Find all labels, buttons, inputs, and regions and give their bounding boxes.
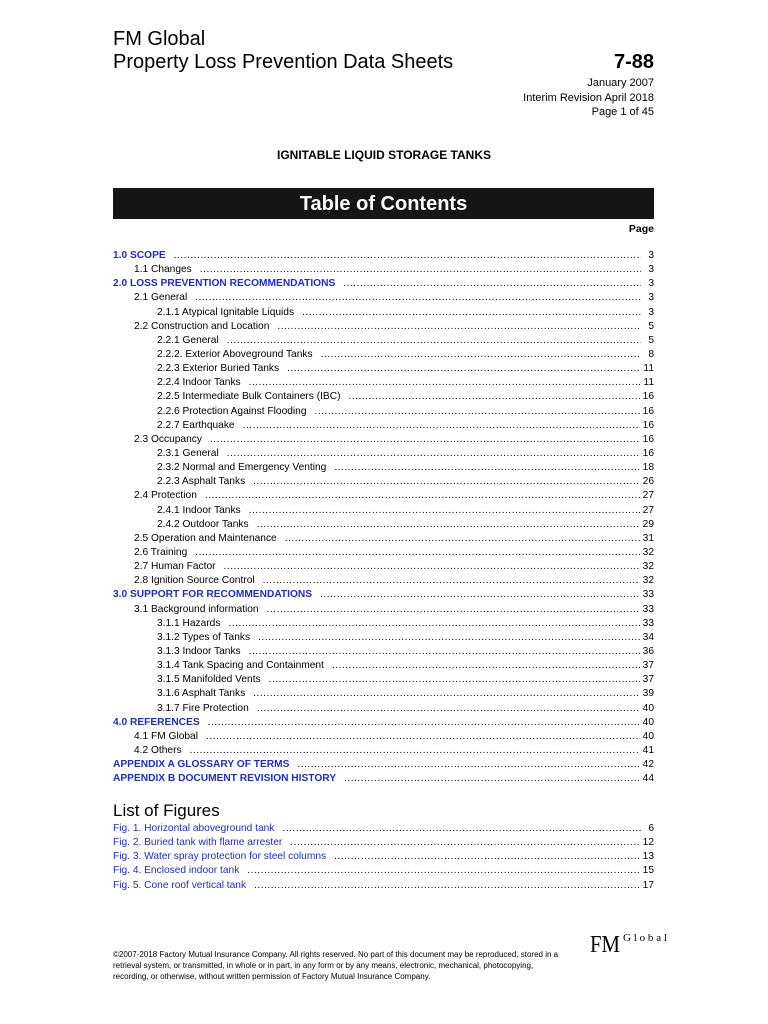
toc-entry-label[interactable]: 2.2.3 Exterior Buried Tanks <box>157 363 280 375</box>
toc-entry-page: 31 <box>642 532 654 544</box>
dot-leader <box>321 348 641 362</box>
dot-leader <box>227 447 640 461</box>
toc-entry-label[interactable]: 2.2.4 Indoor Tanks <box>157 377 241 389</box>
dot-leader <box>334 850 640 864</box>
dot-leader <box>208 716 640 730</box>
toc-entry-label[interactable]: 2.6 Training <box>134 546 188 558</box>
toc-entry-page: 42 <box>642 759 654 771</box>
toc-entry-label[interactable]: 4.2 Others <box>134 744 182 756</box>
dot-leader <box>174 249 641 263</box>
toc-entry-label[interactable]: APPENDIX A GLOSSARY OF TERMS <box>113 759 290 771</box>
dot-leader <box>315 405 640 419</box>
dot-leader <box>297 758 639 772</box>
toc-entry-page: 33 <box>642 589 654 601</box>
dot-leader <box>285 532 640 546</box>
toc-entry-label[interactable]: 2.2.7 Earthquake <box>157 419 235 431</box>
toc-entry[interactable] <box>113 588 654 602</box>
toc-entry-label[interactable]: 2.4.2 Outdoor Tanks <box>157 518 249 530</box>
toc-entry-label[interactable]: 2.8 Ignition Source Control <box>134 575 255 587</box>
series-title: Property Loss Prevention Data Sheets <box>113 51 454 73</box>
dot-leader <box>254 879 640 893</box>
toc-entry[interactable] <box>113 306 654 320</box>
dot-leader <box>263 574 640 588</box>
toc-entry-page: 16 <box>642 405 654 417</box>
toc-entry-page: 11 <box>643 363 654 375</box>
toc-entry[interactable] <box>113 518 654 532</box>
toc-entry[interactable] <box>113 390 654 404</box>
toc-entry[interactable] <box>113 504 654 518</box>
toc-entry-page: 16 <box>642 433 654 445</box>
toc-entry-page: 39 <box>642 688 654 700</box>
toc-entry-page: 26 <box>642 476 654 488</box>
toc-entry-page: 8 <box>648 348 654 360</box>
toc-entry-label[interactable]: 2.0 LOSS PREVENTION RECOMMENDATIONS <box>113 278 336 290</box>
toc-entry-page: 16 <box>642 391 654 403</box>
toc-entry-page: 44 <box>642 773 654 785</box>
toc-entry-label[interactable]: 2.4.1 Indoor Tanks <box>157 504 241 516</box>
dot-leader <box>249 645 640 659</box>
dot-leader <box>269 673 640 687</box>
toc-entry-label[interactable]: 3.1 Background information <box>134 603 259 615</box>
dot-leader <box>257 702 640 716</box>
dot-leader <box>247 864 639 878</box>
dot-leader <box>332 659 640 673</box>
toc-entry-label[interactable]: 3.1.2 Types of Tanks <box>157 631 251 643</box>
dot-leader <box>190 744 640 758</box>
dot-leader <box>290 836 639 850</box>
toc-entry-page: 5 <box>648 334 654 346</box>
dot-leader <box>267 603 640 617</box>
dot-leader <box>200 263 641 277</box>
toc-entry[interactable] <box>113 744 654 758</box>
toc-entry-label[interactable]: 2.1.1 Atypical Ignitable Liquids <box>157 306 295 318</box>
toc-entry-label[interactable]: 3.1.1 Hazards <box>157 617 221 629</box>
toc-entry-page: 16 <box>642 447 654 459</box>
toc-entry[interactable] <box>113 419 654 433</box>
toc-entry-label[interactable]: 2.2.6 Protection Against Flooding <box>157 405 307 417</box>
toc-entry-page: 33 <box>642 617 654 629</box>
toc-entry[interactable] <box>113 348 654 362</box>
toc-entry-label[interactable]: 2.7 Human Factor <box>134 561 216 573</box>
toc-entry-page: 29 <box>642 518 654 530</box>
dot-leader <box>257 518 640 532</box>
dot-leader <box>344 772 640 786</box>
figure-entry-page: 15 <box>642 865 654 877</box>
figure-entry-page: 13 <box>642 851 654 863</box>
dot-leader <box>253 475 639 489</box>
toc-entry[interactable] <box>113 730 654 744</box>
toc-entry[interactable] <box>113 362 654 376</box>
brand-name: FM Global <box>113 28 206 50</box>
toc-entry-page: 3 <box>648 278 654 290</box>
document-title: IGNITABLE LIQUID STORAGE TANKS <box>276 148 491 162</box>
figure-entry-page: 6 <box>648 823 654 834</box>
toc-entry-page: 33 <box>642 603 654 615</box>
toc-entry-label[interactable]: 1.0 SCOPE <box>113 250 166 261</box>
toc-entry[interactable] <box>113 702 654 716</box>
toc-entry-page: 40 <box>642 702 654 714</box>
toc-entry-page: 11 <box>643 377 654 389</box>
dot-leader <box>302 306 641 320</box>
toc-entry[interactable] <box>113 447 654 461</box>
figure-entry[interactable] <box>113 822 654 836</box>
dot-leader <box>343 277 641 291</box>
dot-leader <box>205 489 640 503</box>
dot-leader <box>227 334 641 348</box>
toc-entry[interactable] <box>113 687 654 701</box>
toc-entry[interactable] <box>113 277 654 291</box>
toc-page-column-label: Page <box>628 223 654 235</box>
toc-heading: Table of Contents <box>113 188 654 219</box>
issue-date: January 2007 <box>587 77 654 89</box>
dot-leader <box>249 504 640 518</box>
list-of-figures <box>113 822 654 893</box>
toc-entry[interactable] <box>113 405 654 419</box>
toc-entry-label[interactable]: 2.5 Operation and Maintenance <box>134 532 277 544</box>
toc-entry-page: 27 <box>642 490 654 502</box>
toc-entry-label[interactable]: 2.2.5 Intermediate Bulk Containers (IBC) <box>157 391 341 403</box>
toc-entry[interactable] <box>113 532 654 546</box>
figure-entry-label[interactable]: Fig. 3. Water spray protection for steel columns <box>113 851 327 863</box>
dot-leader <box>206 730 640 744</box>
fm-global-logo <box>590 928 670 958</box>
toc-entry[interactable] <box>113 249 654 263</box>
dot-leader <box>287 362 640 376</box>
toc-entry-page: 3 <box>648 292 654 304</box>
toc-entry-page: 27 <box>642 504 654 516</box>
dot-leader <box>195 546 639 560</box>
toc-entry[interactable] <box>113 334 654 348</box>
figure-entry[interactable] <box>113 850 654 864</box>
toc-entry[interactable] <box>113 546 654 560</box>
date-block <box>523 76 654 120</box>
toc-entry-page: 18 <box>642 462 654 474</box>
document-number: 7-88 <box>613 51 654 73</box>
toc-entry[interactable] <box>113 263 654 277</box>
toc-entry[interactable] <box>113 673 654 687</box>
toc-entry-page: 3 <box>648 306 654 318</box>
toc-entry-page: 36 <box>642 645 654 657</box>
toc-entry-label[interactable]: 2.3.2 Normal and Emergency Venting <box>157 462 327 474</box>
toc-entry-label[interactable]: 2.2.2. Exterior Aboveground Tanks <box>157 348 313 360</box>
toc-entry[interactable] <box>113 320 654 334</box>
toc-entry-label[interactable]: 4.0 REFERENCES <box>113 716 200 728</box>
figure-entry-page: 17 <box>642 879 654 891</box>
toc-entry-label[interactable]: 3.1.5 Manifolded Vents <box>157 674 261 686</box>
dot-leader <box>334 461 639 475</box>
figure-entry[interactable] <box>113 879 654 893</box>
toc-entry[interactable] <box>113 659 654 673</box>
toc-entry-page: 37 <box>642 660 654 672</box>
toc-entry-label[interactable]: 3.1.4 Tank Spacing and Containment <box>157 660 324 672</box>
dot-leader <box>320 588 640 602</box>
dot-leader <box>253 687 639 701</box>
toc-entry-label[interactable]: APPENDIX B DOCUMENT REVISION HISTORY <box>113 773 337 785</box>
toc-entry-page: 5 <box>648 320 654 332</box>
figure-entry[interactable] <box>113 864 654 878</box>
toc-entry[interactable] <box>113 716 654 730</box>
dot-leader <box>348 390 639 404</box>
fm-global-logo-mark <box>590 928 670 958</box>
dot-leader <box>258 631 640 645</box>
toc-entry-page: 37 <box>642 674 654 686</box>
toc-entry[interactable] <box>113 560 654 574</box>
figure-entry-label[interactable]: Fig. 5. Cone roof vertical tank <box>113 879 247 891</box>
toc-entry[interactable] <box>113 645 654 659</box>
list-of-figures-heading: List of Figures <box>113 801 220 820</box>
toc-entry-label[interactable]: 2.2.3 Asphalt Tanks <box>157 476 246 488</box>
toc-entry-page: 40 <box>642 716 654 728</box>
figure-entry-label[interactable]: Fig. 2. Buried tank with flame arrester <box>113 837 283 849</box>
toc-entry[interactable] <box>113 603 654 617</box>
dot-leader <box>210 433 640 447</box>
revision-date: Interim Revision April 2018 <box>523 91 654 104</box>
toc-entry-label[interactable]: 2.2.1 General <box>157 334 219 346</box>
svg-text:FM: FM <box>590 932 620 958</box>
dot-leader <box>228 617 639 631</box>
dot-leader <box>249 376 641 390</box>
figure-entry-label[interactable]: Fig. 1. Horizontal aboveground tank <box>113 823 275 834</box>
toc-entry-label[interactable]: 2.3.1 General <box>157 447 219 459</box>
toc-entry-label[interactable]: 3.1.6 Asphalt Tanks <box>157 688 246 700</box>
toc-entry[interactable] <box>113 376 654 390</box>
toc-entry-page: 40 <box>642 730 654 742</box>
toc-entry[interactable] <box>113 772 654 786</box>
toc-entry-label[interactable]: 2.3 Occupancy <box>134 433 202 445</box>
dot-leader <box>195 291 641 305</box>
toc-entry-label[interactable]: 3.1.7 Fire Protection <box>157 702 249 714</box>
dot-leader <box>243 419 640 433</box>
table-of-contents <box>113 249 654 786</box>
toc-entry[interactable] <box>113 461 654 475</box>
toc-entry[interactable] <box>113 631 654 645</box>
svg-text:Global: Global <box>623 932 667 944</box>
toc-entry-page: 32 <box>642 575 654 587</box>
figure-entry[interactable] <box>113 836 654 850</box>
figure-entry-page: 12 <box>642 837 654 849</box>
toc-entry-label[interactable]: 2.2 Construction and Location <box>134 320 270 332</box>
page-count: Page 1 of 45 <box>591 106 654 118</box>
toc-entry-label[interactable]: 1.1 Changes <box>134 264 192 276</box>
toc-entry[interactable] <box>113 475 654 489</box>
toc-entry[interactable] <box>113 433 654 447</box>
toc-entry-label[interactable]: 2.1 General <box>134 292 188 304</box>
dot-leader <box>282 822 641 836</box>
toc-entry-label[interactable]: 3.0 SUPPORT FOR RECOMMENDATIONS <box>113 589 313 601</box>
toc-entry-label[interactable]: 4.1 FM Global <box>134 730 198 742</box>
toc-entry-page: 3 <box>648 264 654 276</box>
toc-entry-label[interactable]: 3.1.3 Indoor Tanks <box>157 645 241 657</box>
toc-entry-page: 32 <box>642 561 654 573</box>
toc-entry[interactable] <box>113 758 654 772</box>
toc-entry[interactable] <box>113 291 654 305</box>
dot-leader <box>277 320 641 334</box>
dot-leader <box>224 560 640 574</box>
toc-entry-label[interactable]: 2.4 Protection <box>134 490 197 502</box>
figure-entry-label[interactable]: Fig. 4. Enclosed indoor tank <box>113 865 240 877</box>
toc-entry-page: 16 <box>642 419 654 431</box>
toc-entry[interactable] <box>113 617 654 631</box>
toc-entry-page: 41 <box>642 744 654 756</box>
toc-entry-page: 3 <box>648 250 654 261</box>
toc-entry[interactable] <box>113 574 654 588</box>
toc-entry[interactable] <box>113 489 654 503</box>
copyright-notice: ©2007-2018 Factory Mutual Insurance Company. All rights reserved. No part of this document may be reproduced, stored in a retrieval system, or transmitted, in whole or in part, in any form or by any means, electronic, mechanical, photocopying, recording, or otherwise, without written permission of Factory Mutual Insurance Company. <box>113 950 559 981</box>
toc-entry-page: 32 <box>642 546 654 558</box>
toc-entry-page: 34 <box>642 631 654 643</box>
